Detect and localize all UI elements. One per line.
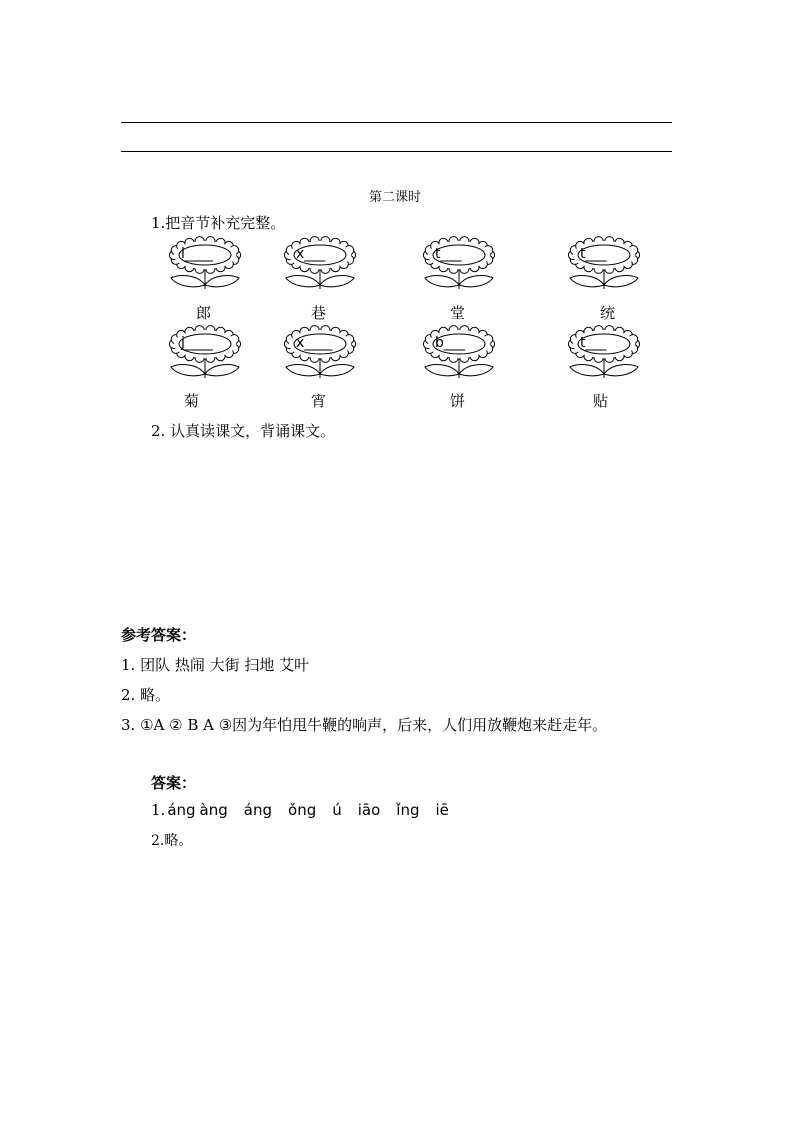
reference-line-2: 2. 略。 (121, 686, 171, 704)
flower-icon (421, 325, 501, 381)
flower-character: 堂 (450, 304, 466, 322)
flower-character: 饼 (450, 392, 466, 410)
flower-illustration (566, 236, 646, 306)
answers-line-2: 2.略。 (151, 833, 193, 849)
syllable-blank: x___ (296, 246, 326, 262)
lesson-title: 第二课时 (369, 190, 422, 205)
answers-line-1 (151, 801, 449, 819)
syllable-blank: b___ (435, 335, 465, 351)
answers-line-1-prefix: 1. (151, 801, 166, 819)
reference-line-1: 1. 团队 热闹 大街 扫地 艾叶 (121, 656, 310, 674)
flower-illustration (167, 236, 247, 306)
flower-character: 统 (600, 304, 616, 322)
header-rule-top (121, 122, 672, 123)
flower-illustration (282, 236, 362, 306)
flower-icon (566, 236, 646, 292)
flower-icon (282, 236, 362, 292)
flower-illustration (167, 325, 247, 395)
flower-icon (167, 325, 247, 381)
syllable-blank: t___ (580, 335, 607, 351)
flower-icon (282, 325, 362, 381)
flower-icon (566, 325, 646, 381)
flower-character: 宵 (311, 392, 327, 410)
header-rule-bottom (121, 151, 672, 152)
syllable-blank: t___ (580, 246, 607, 262)
syllable-blank: l____ (181, 246, 213, 262)
pinyin-answer: iē (435, 801, 449, 819)
pinyin-answer: ú (332, 801, 342, 819)
pinyin-answer: iāo (357, 801, 381, 819)
flower-illustration (421, 236, 501, 306)
flower-character: 巷 (311, 304, 327, 322)
flower-illustration (421, 325, 501, 395)
flower-icon (421, 236, 501, 292)
flower-icon (167, 236, 247, 292)
pinyin-answer: ǒng (288, 801, 317, 819)
pinyin-answer: ǐng (396, 801, 420, 819)
reference-heading: 参考答案： (121, 626, 197, 644)
reference-line-3: 3. ①A ② B A ③因为年怕甩牛鞭的响声，后来，人们用放鞭炮来赶走年。 (121, 716, 608, 734)
syllable-blank: j____ (181, 335, 213, 351)
pinyin-answer: áng (167, 801, 196, 819)
flower-character: 贴 (593, 392, 609, 410)
flower-character: 郎 (196, 304, 212, 322)
answers-heading: 答案： (151, 774, 197, 792)
syllable-blank: t___ (435, 246, 462, 262)
pinyin-answer: áng (243, 801, 273, 819)
syllable-blank: x____ (296, 335, 333, 351)
exercise-1-prompt: 1.把音节补充完整。 (151, 214, 286, 232)
exercise-2-prompt: 2. 认真读课文，背诵课文。 (151, 422, 336, 440)
flower-illustration (282, 325, 362, 395)
flower-illustration (566, 325, 646, 395)
flower-character: 菊 (184, 392, 200, 410)
pinyin-answer: àng (199, 801, 228, 819)
